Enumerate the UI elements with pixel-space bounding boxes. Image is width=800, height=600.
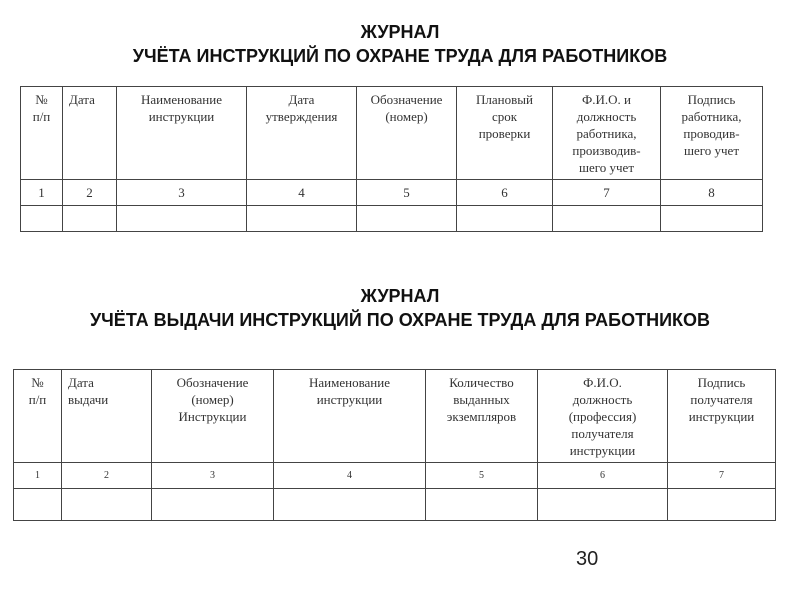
table-header-row bbox=[21, 87, 763, 180]
column-number-row bbox=[14, 463, 776, 489]
column-header: Ф.И.О. и должность работника, производив- шего учет bbox=[553, 87, 661, 180]
empty-cell bbox=[63, 206, 117, 232]
journal-1-subtitle: УЧЁТА ИНСТРУКЦИЙ ПО ОХРАНЕ ТРУДА ДЛЯ РАБОТНИКОВ bbox=[132, 46, 668, 66]
empty-cell bbox=[152, 489, 274, 521]
page-number: 30 bbox=[576, 548, 599, 570]
journal-2-heading bbox=[0, 284, 800, 332]
empty-cell bbox=[62, 489, 152, 521]
column-number: 2 bbox=[62, 463, 152, 489]
column-number: 4 bbox=[247, 180, 357, 206]
empty-cell bbox=[668, 489, 776, 521]
column-header: Подпись работника, проводив- шего учет bbox=[661, 87, 763, 180]
empty-cell bbox=[661, 206, 763, 232]
table-header-row bbox=[14, 370, 776, 463]
column-number: 5 bbox=[357, 180, 457, 206]
column-header: № п/п bbox=[14, 370, 62, 463]
column-header: Плановый срок проверки bbox=[457, 87, 553, 180]
column-header: Дата bbox=[63, 87, 117, 180]
empty-cell bbox=[21, 206, 63, 232]
column-number-row bbox=[21, 180, 763, 206]
journal-2-title: ЖУРНАЛ bbox=[360, 286, 440, 306]
journal-1-heading bbox=[0, 20, 800, 68]
empty-cell bbox=[117, 206, 247, 232]
empty-cell bbox=[553, 206, 661, 232]
column-header: Дата выдачи bbox=[62, 370, 152, 463]
column-number: 6 bbox=[457, 180, 553, 206]
column-header: Ф.И.О. должность (профессия) получателя инструкции bbox=[538, 370, 668, 463]
column-number: 8 bbox=[661, 180, 763, 206]
empty-cell bbox=[357, 206, 457, 232]
column-header: Дата утверждения bbox=[247, 87, 357, 180]
empty-cell bbox=[274, 489, 426, 521]
column-number: 4 bbox=[274, 463, 426, 489]
empty-cell bbox=[247, 206, 357, 232]
column-header: Обозначение (номер) bbox=[357, 87, 457, 180]
empty-cell bbox=[457, 206, 553, 232]
empty-cell bbox=[538, 489, 668, 521]
column-number: 2 bbox=[63, 180, 117, 206]
column-number: 5 bbox=[426, 463, 538, 489]
instructions-journal-table bbox=[20, 86, 763, 232]
column-header: Наименование инструкции bbox=[117, 87, 247, 180]
column-number: 3 bbox=[152, 463, 274, 489]
column-number: 3 bbox=[117, 180, 247, 206]
column-number: 1 bbox=[14, 463, 62, 489]
journal-1-title: ЖУРНАЛ bbox=[360, 22, 440, 42]
column-header: Подпись получателя инструкции bbox=[668, 370, 776, 463]
column-number: 7 bbox=[668, 463, 776, 489]
journal-2-subtitle: УЧЁТА ВЫДАЧИ ИНСТРУКЦИЙ ПО ОХРАНЕ ТРУДА ДЛЯ РАБОТНИКОВ bbox=[89, 310, 711, 330]
empty-cell bbox=[426, 489, 538, 521]
empty-entry-row bbox=[21, 206, 763, 232]
column-header: № п/п bbox=[21, 87, 63, 180]
column-number: 7 bbox=[553, 180, 661, 206]
issuance-journal-table bbox=[13, 369, 776, 521]
column-number: 6 bbox=[538, 463, 668, 489]
empty-cell bbox=[14, 489, 62, 521]
column-number: 1 bbox=[21, 180, 63, 206]
column-header: Обозначение (номер) Инструкции bbox=[152, 370, 274, 463]
empty-entry-row bbox=[14, 489, 776, 521]
column-header: Наименование инструкции bbox=[274, 370, 426, 463]
column-header: Количество выданных экземпляров bbox=[426, 370, 538, 463]
